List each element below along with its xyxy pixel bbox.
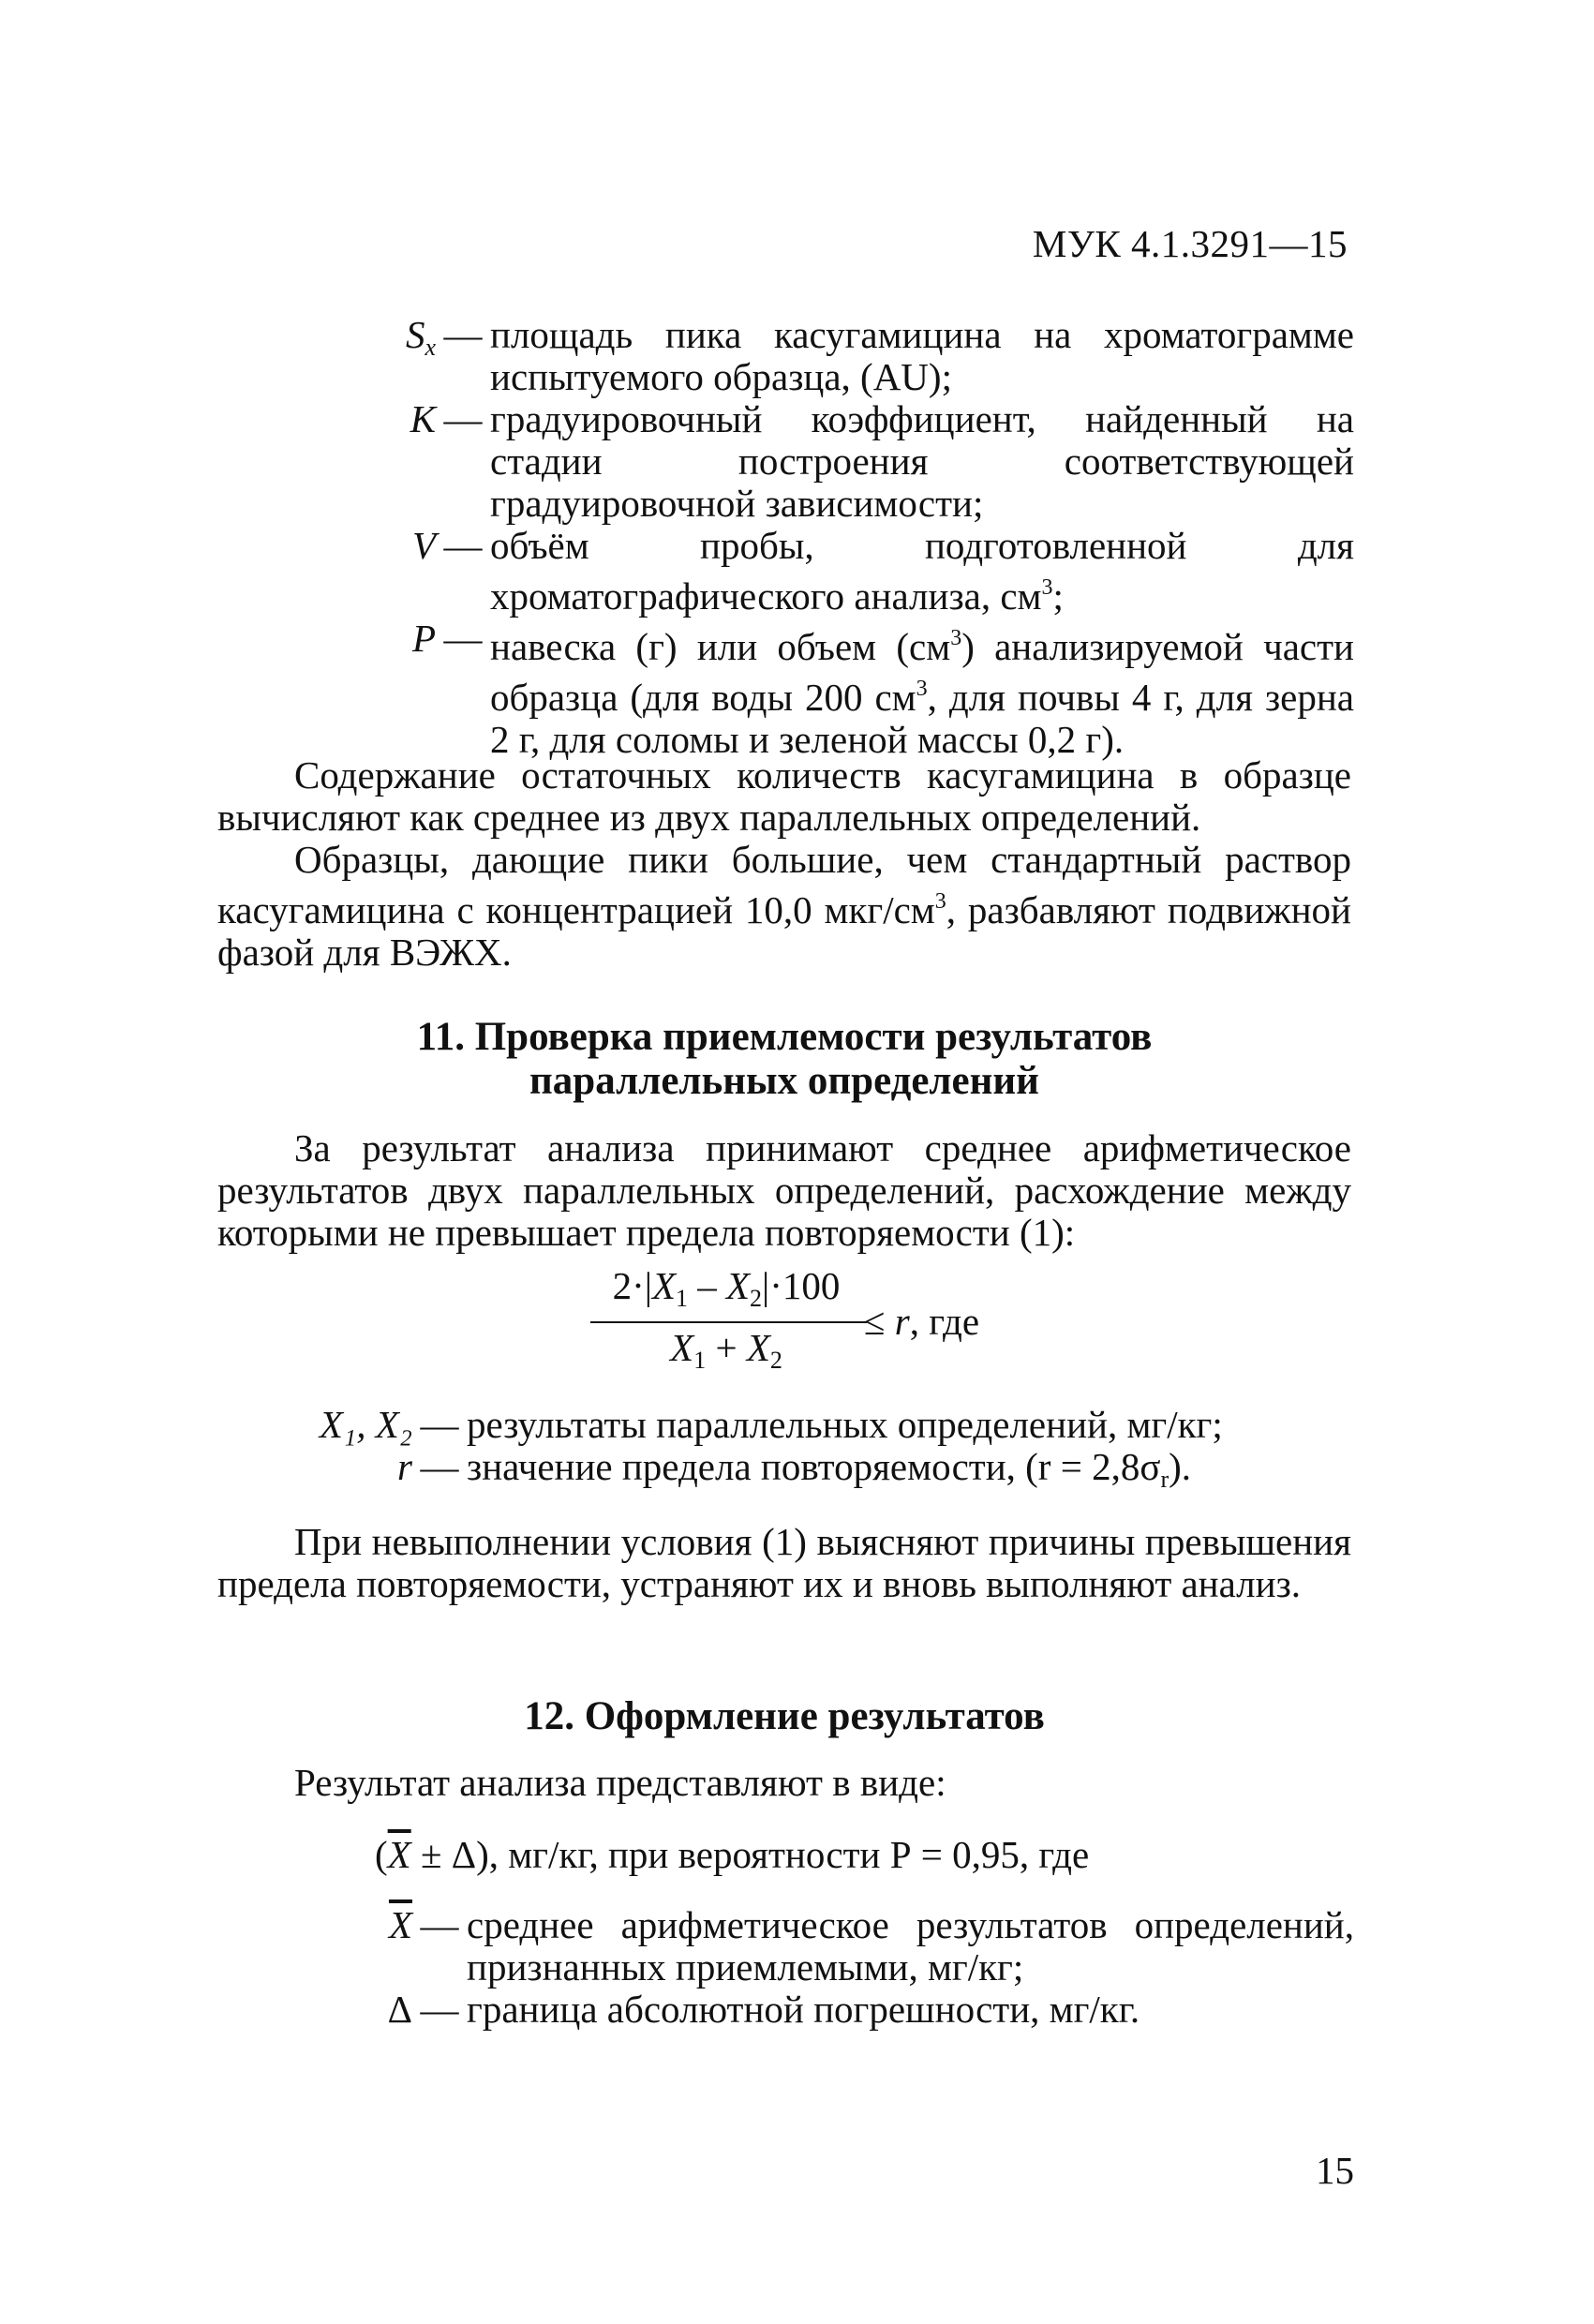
page-number: 15 bbox=[1316, 2149, 1354, 2192]
definition-symbol: $\overline{X}$ bbox=[388, 1903, 412, 1946]
definition-symbol: V bbox=[411, 524, 436, 567]
formula-denominator: $X_1 + X_2$ bbox=[670, 1326, 782, 1374]
paragraph: При невыполнении условия (1) выясняют причины превышения предела повторяемости, устраняют их и вновь выполняют анализ. bbox=[217, 1520, 1351, 1605]
definition-dash: — bbox=[420, 1403, 459, 1446]
definition-symbol: r bbox=[397, 1445, 412, 1488]
section-11-heading bbox=[217, 1015, 1351, 1103]
section-12-heading: 12. Оформление результатов bbox=[524, 1694, 1045, 1738]
definition-dash: — bbox=[443, 617, 483, 660]
definition-dash: — bbox=[420, 1903, 459, 1946]
formula-numerator: $2\cdot|X_1 - X_2|\cdot 100$ bbox=[612, 1264, 841, 1312]
result-expression: $(\overline{X} \pm \Delta)$, мг/кг, при вероятности Р = 0,95, где bbox=[375, 1833, 1090, 1876]
definition-text: граница абсолютной погрешности, мг/кг. bbox=[467, 1988, 1140, 2031]
paragraph-dilution: Образцы, дающие пики большие, чем стандартный раствор касугамицина с концентрацией 10,0 мкг/$см^3$, разбавляют подвижной фазой для ВЭЖХ. bbox=[217, 838, 1351, 974]
definition-symbol: P bbox=[411, 617, 436, 660]
heading-line: параллельных определений bbox=[529, 1059, 1039, 1103]
definition-v bbox=[347, 525, 1354, 618]
definition-x-mean bbox=[290, 1904, 1354, 1989]
document-code: МУК 4.1.3291—15 bbox=[1032, 222, 1348, 265]
paragraph-content-calc: Содержание остаточных количеств касугамицина в образце вычисляют как среднее из двух параллельных определений. bbox=[217, 753, 1351, 839]
definition-text: значение предела повторяемости, $(r = 2,8\sigma_r)$. bbox=[467, 1445, 1192, 1493]
content-paragraphs bbox=[217, 754, 1351, 974]
definition-text: результаты параллельных определений, мг/кг; bbox=[467, 1403, 1223, 1446]
definition-k bbox=[347, 398, 1354, 525]
repeatability-formula bbox=[581, 1263, 1068, 1385]
definition-text: навеска (г) или объем $(см^3)$ анализируемой части образца (для воды 200 $см^3$, для почвы 4 г, для зерна 2 г, для соломы и зеленой массы 0,2 г). bbox=[490, 625, 1354, 761]
definition-symbol: $S_x$ bbox=[405, 313, 436, 361]
definition-dash: — bbox=[443, 524, 483, 567]
definition-symbol: X₁, X₂ bbox=[319, 1403, 412, 1446]
section-11-intro bbox=[217, 1127, 1351, 1254]
heading-line: 11. Проверка приемлемости результатов bbox=[416, 1015, 1153, 1059]
fraction-bar bbox=[590, 1321, 867, 1323]
definition-p bbox=[347, 618, 1354, 761]
definitions-top bbox=[347, 314, 1354, 761]
definition-sx bbox=[347, 314, 1354, 398]
definition-symbol: Δ bbox=[387, 1988, 412, 2031]
paragraph: За результат анализа принимают среднее арифметическое результатов двух параллельных определений, расхождение между которыми не превышает предела повторяемости (1): bbox=[217, 1126, 1351, 1254]
section-11-note bbox=[217, 1521, 1351, 1605]
section-12-definitions bbox=[290, 1904, 1354, 2031]
definition-dash: — bbox=[420, 1988, 459, 2031]
definition-x1-x2 bbox=[281, 1404, 1354, 1446]
definition-r bbox=[281, 1446, 1354, 1500]
definition-dash: — bbox=[443, 313, 483, 356]
definition-dash: — bbox=[420, 1445, 459, 1488]
section-11-definitions bbox=[281, 1404, 1354, 1500]
definition-delta bbox=[290, 1989, 1354, 2031]
definition-text: объём пробы, подготовленной для хроматографического анализа, $см^3$; bbox=[490, 524, 1354, 618]
section-12-intro bbox=[217, 1762, 1351, 1804]
definition-dash: — bbox=[443, 397, 483, 440]
definition-text: площадь пика касугамицина на хроматограмме испытуемого образца, (AU); bbox=[490, 313, 1354, 398]
definition-text: градуировочный коэффициент, найденный на стадии построения соответствующей градуировочной зависимости; bbox=[490, 397, 1354, 525]
definition-symbol: K bbox=[410, 397, 436, 440]
formula-relation: ≤ r, где bbox=[864, 1300, 980, 1343]
paragraph: Результат анализа представляют в виде: bbox=[294, 1761, 946, 1804]
definition-text: среднее арифметическое результатов определений, признанных приемлемыми, мг/кг; bbox=[467, 1903, 1354, 1989]
